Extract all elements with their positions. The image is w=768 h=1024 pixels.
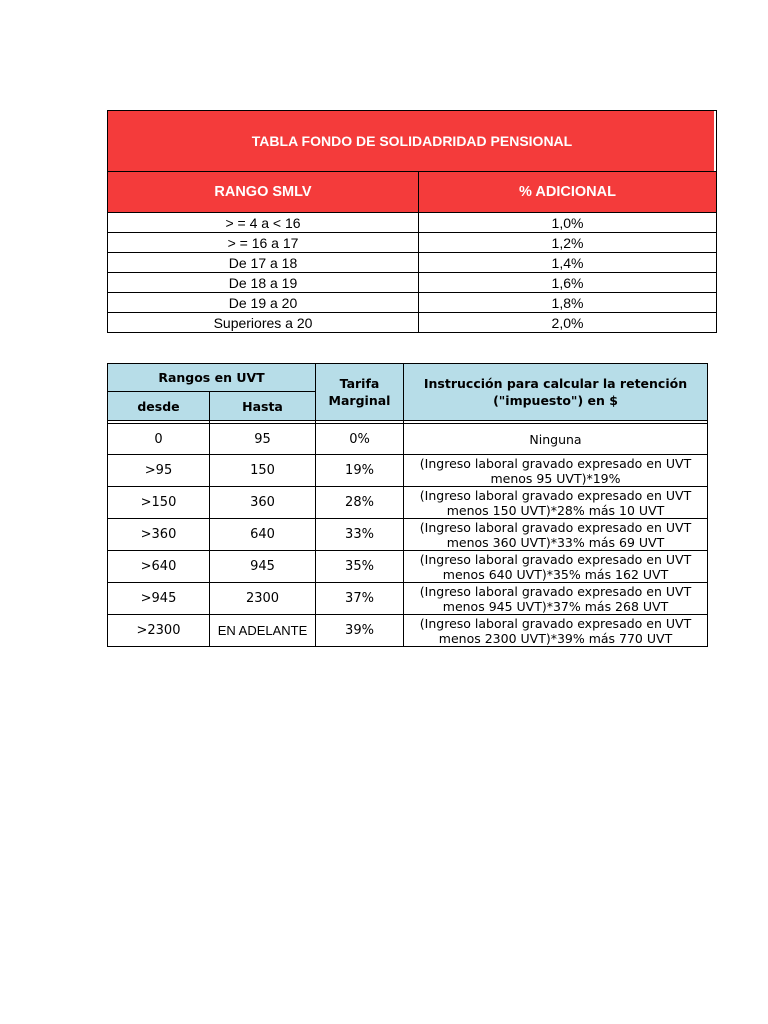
table-row [108,551,708,583]
column-header-hasta: Hasta [210,392,316,421]
percent-cell: 1,4% [419,253,717,273]
column-group-header-uvt: Rangos en UVT [108,364,316,392]
instruction-line-1: (Ingreso laboral gravado expresado en UVT [419,519,692,535]
table-row [108,455,708,487]
hasta-cell: EN ADELANTE [210,615,316,647]
desde-cell: >640 [108,551,210,583]
instruction-cell [404,615,708,647]
instruction-cell [404,583,708,615]
range-cell: Superiores a 20 [108,313,419,333]
table-row [108,487,708,519]
tarifa-cell: 35% [316,551,404,583]
percent-cell: 1,8% [419,293,717,313]
instruction-cell [404,551,708,583]
range-cell: De 17 a 18 [108,253,419,273]
instruction-line-1: (Ingreso laboral gravado expresado en UVT [419,487,692,503]
table-header-row [108,364,708,392]
table-header-row [108,172,717,213]
hasta-cell: 360 [210,487,316,519]
desde-cell: >150 [108,487,210,519]
column-header-instruccion [404,364,708,421]
tarifa-cell: 19% [316,455,404,487]
table-title: TABLA FONDO DE SOLIDADRIDAD PENSIONAL [108,111,717,172]
table-row [108,313,717,333]
table-row [108,519,708,551]
desde-cell: >360 [108,519,210,551]
instruction-cell [404,455,708,487]
table-row [108,273,717,293]
percent-cell: 1,6% [419,273,717,293]
table-row [108,253,717,273]
instruction-line-1: (Ingreso laboral gravado expresado en UVT [419,615,692,631]
range-cell: > = 16 a 17 [108,233,419,253]
table-row [108,213,717,233]
tarifa-cell: 37% [316,583,404,615]
instruction-cell [404,519,708,551]
desde-cell: >945 [108,583,210,615]
column-header-tarifa [316,364,404,421]
uvt-withholding-table [107,363,708,647]
table-row [108,233,717,253]
range-cell: > = 4 a < 16 [108,213,419,233]
table-row [108,583,708,615]
solidarity-fund-table [107,110,717,333]
table-title-row [108,111,717,172]
desde-cell: >2300 [108,615,210,647]
column-header-instruccion-label: Instrucción para calcular la retención ("impuesto") en $ [423,376,688,408]
column-header-tarifa-label: Tarifa Marginal [328,376,391,408]
instruction-line-1: (Ingreso laboral gravado expresado en UVT [419,551,692,567]
table-row [108,424,708,455]
hasta-cell: 150 [210,455,316,487]
percent-cell: 1,0% [419,213,717,233]
range-cell: De 18 a 19 [108,273,419,293]
column-header-range: RANGO SMLV [108,172,419,213]
instruction-line-1: (Ingreso laboral gravado expresado en UVT [419,455,692,471]
hasta-cell: 95 [210,424,316,455]
instruction-line-2: menos 2300 UVT)*39% más 770 UVT [438,630,673,646]
column-header-desde: desde [108,392,210,421]
hasta-cell: 640 [210,519,316,551]
instruction-line-1: Ninguna [529,431,582,447]
hasta-cell: 945 [210,551,316,583]
instruction-cell [404,424,708,455]
instruction-line-2: menos 360 UVT)*33% más 69 UVT [446,534,665,550]
percent-cell: 2,0% [419,313,717,333]
desde-cell: 0 [108,424,210,455]
range-cell: De 19 a 20 [108,293,419,313]
instruction-line-2: menos 640 UVT)*35% más 162 UVT [442,566,669,582]
instruction-cell [404,487,708,519]
table-row [108,293,717,313]
percent-cell: 1,2% [419,233,717,253]
desde-cell: >95 [108,455,210,487]
table-row [108,615,708,647]
instruction-line-1: (Ingreso laboral gravado expresado en UVT [419,583,692,599]
column-header-percent: % ADICIONAL [419,172,717,213]
instruction-line-2: menos 95 UVT)*19% [490,470,621,486]
tarifa-cell: 0% [316,424,404,455]
instruction-line-2: menos 150 UVT)*28% más 10 UVT [446,502,665,518]
tarifa-cell: 28% [316,487,404,519]
hasta-cell: 2300 [210,583,316,615]
tarifa-cell: 33% [316,519,404,551]
tarifa-cell: 39% [316,615,404,647]
instruction-line-2: menos 945 UVT)*37% más 268 UVT [442,598,669,614]
